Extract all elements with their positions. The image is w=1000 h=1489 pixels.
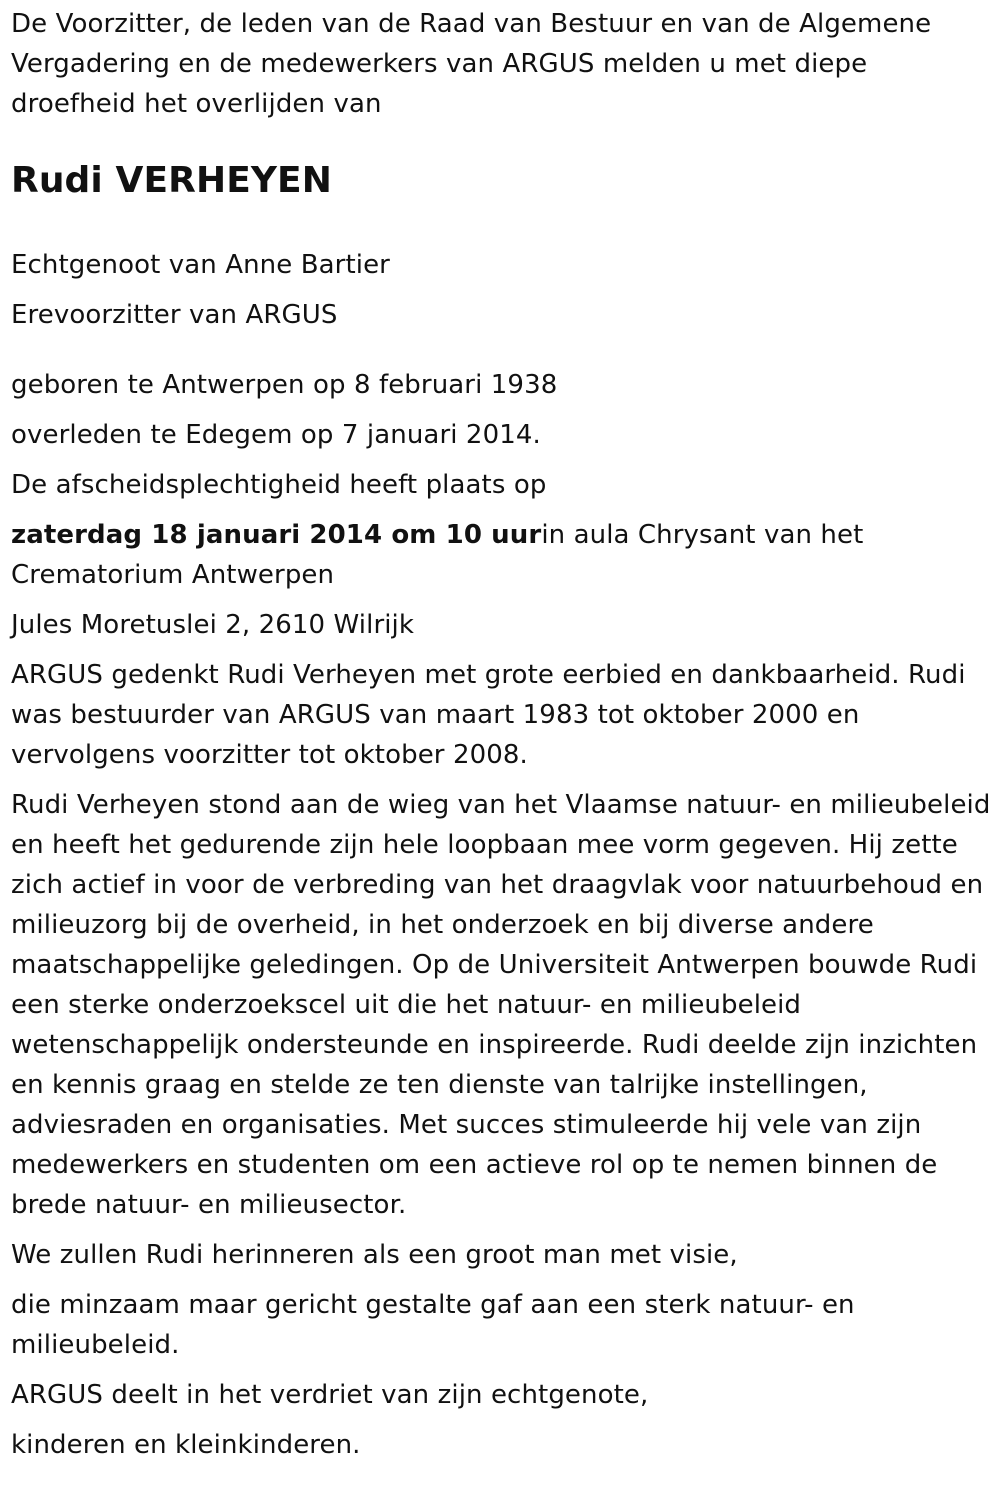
death-info: overleden te Edegem op 7 januari 2014.: [11, 420, 541, 450]
paragraph-vision: die minzaam maar gericht gestalte gaf aan een sterk natuur- en milieubeleid.: [11, 1290, 855, 1360]
ceremony-details: [11, 515, 991, 595]
ceremony-date: zaterdag 18 januari 2014 om 10 uur: [11, 520, 542, 550]
intro-text: De Voorzitter, de leden van de Raad van Bestuur en van de Algemene Vergadering en de medewerkers van ARGUS melden u met diepe droefheid het overlijden van: [11, 9, 932, 119]
paragraph-family: kinderen en kleinkinderen.: [11, 1430, 361, 1460]
ceremony-intro: De afscheidsplechtigheid heeft plaats op: [11, 470, 547, 500]
obituary-notice: [11, 4, 991, 1465]
ceremony-place: in aula Chrysant van het Crematorium Antwerpen: [11, 520, 864, 590]
birth-info: geboren te Antwerpen op 8 februari 1938: [11, 370, 558, 400]
paragraph-remember: We zullen Rudi herinneren als een groot man met visie,: [11, 1240, 738, 1270]
relation-title: Erevoorzitter van ARGUS: [11, 300, 338, 330]
relation-spouse: Echtgenoot van Anne Bartier: [11, 250, 390, 280]
deceased-name: Rudi VERHEYEN: [11, 160, 332, 201]
ceremony-address: Jules Moretuslei 2, 2610 Wilrijk: [11, 610, 415, 640]
paragraph-tribute: ARGUS gedenkt Rudi Verheyen met grote eerbied en dankbaarheid. Rudi was bestuurder van ARGUS van maart 1983 tot oktober 2000 en vervolgens voorzitter tot oktober 2008.: [11, 660, 966, 770]
paragraph-condolence: ARGUS deelt in het verdriet van zijn echtgenote,: [11, 1380, 649, 1410]
paragraph-career: Rudi Verheyen stond aan de wieg van het Vlaamse natuur- en milieubeleid en heeft het gedurende zijn hele loopbaan mee vorm gegeven. Hij zette zich actief in voor de verbreding van het draagvlak voor natuurbehoud en milieuzorg bij de overheid, in het onderzoek en bij diverse andere maatschappelijke geledingen. Op de Universiteit Antwerpen bouwde Rudi een sterke onderzoekscel uit die het natuur- en milieubeleid wetenschappelijk ondersteunde en inspireerde. Rudi deelde zijn inzichten en kennis graag en stelde ze ten dienste van talrijke instellingen, adviesraden en organisaties. Met succes stimuleerde hij vele van zijn medewerkers en studenten om een actieve rol op te nemen binnen de brede natuur- en milieusector.: [11, 790, 991, 1220]
